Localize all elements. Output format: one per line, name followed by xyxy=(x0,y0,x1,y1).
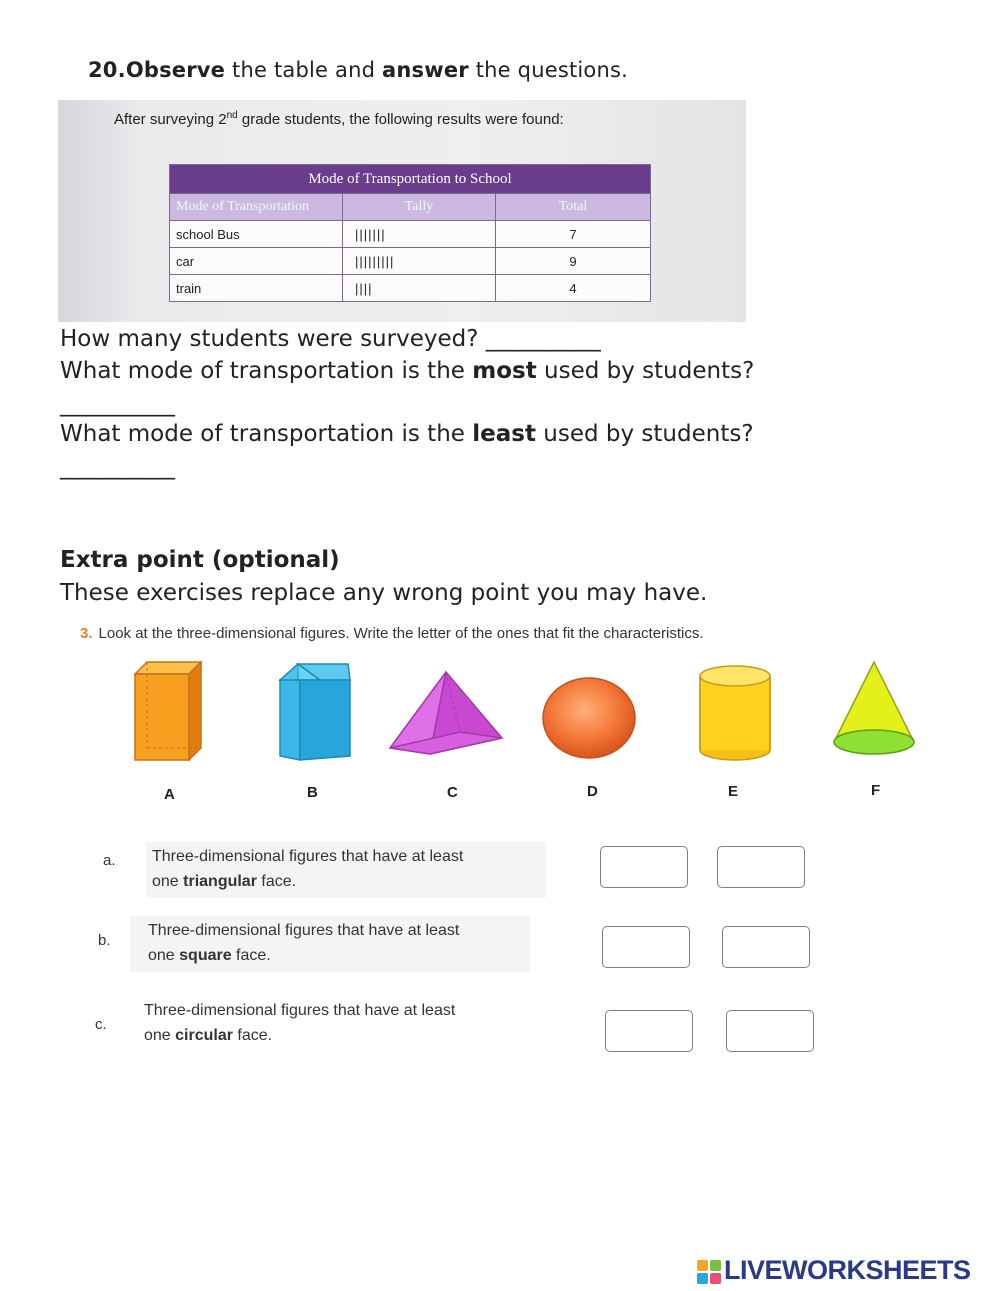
question-number: 20. xyxy=(88,58,126,82)
table-row: car ||||||||| 9 xyxy=(170,248,651,275)
transportation-table xyxy=(169,164,651,302)
cylinder-figure xyxy=(696,664,774,764)
item-text: Three-dimensional figures that have at least one triangular face. xyxy=(152,848,464,890)
answer-box[interactable] xyxy=(605,1010,693,1052)
figure-label-a: A xyxy=(164,786,175,803)
table-row: school Bus ||||||| 7 xyxy=(170,221,651,248)
item-letter: b. xyxy=(98,932,111,949)
square-pyramid-figure xyxy=(388,668,506,758)
survey-intro: After surveying 2nd grade students, the following results were found: xyxy=(114,110,564,128)
triangular-prism-figure xyxy=(276,660,356,764)
header-mode: Mode of Transportation xyxy=(170,194,343,221)
question-students-surveyed: How many students were surveyed? __________ xyxy=(60,326,601,352)
answer-box[interactable] xyxy=(602,926,690,968)
item-letter: c. xyxy=(95,1016,107,1033)
header-total: Total xyxy=(496,194,651,221)
answer-box[interactable] xyxy=(722,926,810,968)
figure-label-c: C xyxy=(447,784,458,801)
answer-box[interactable] xyxy=(600,846,688,888)
sphere-figure xyxy=(540,676,638,760)
item-text: Three-dimensional figures that have at least one circular face. xyxy=(144,1002,456,1044)
answer-blank-least[interactable]: __________ xyxy=(60,454,175,480)
extra-point-title: Extra point (optional) xyxy=(60,547,340,573)
question-20-heading: 20.Observe the table and answer the questions. xyxy=(88,58,629,82)
liveworksheets-logo-icon xyxy=(697,1260,721,1284)
rectangular-prism-figure xyxy=(133,660,213,764)
item-letter: a. xyxy=(103,852,116,869)
table-title: Mode of Transportation to School xyxy=(170,165,651,194)
figure-label-f: F xyxy=(871,782,881,799)
question-most-used: What mode of transportation is the most used by students? xyxy=(60,358,755,384)
figure-label-d: D xyxy=(587,783,598,800)
liveworksheets-brand[interactable]: LIVEWORKSHEETS xyxy=(724,1255,971,1285)
item-text: Three-dimensional figures that have at least one square face. xyxy=(148,922,460,964)
figure-label-b: B xyxy=(307,784,318,801)
question-least-used: What mode of transportation is the least used by students? xyxy=(60,421,754,447)
figure-label-e: E xyxy=(728,783,739,800)
extra-point-note: These exercises replace any wrong point you may have. xyxy=(60,580,708,606)
exercise-3-instruction: 3. Look at the three-dimensional figures. Write the letter of the ones that fit the characteristics. xyxy=(80,625,704,642)
cone-figure xyxy=(830,660,920,764)
answer-blank-most[interactable]: __________ xyxy=(60,391,175,417)
table-row: train |||| 4 xyxy=(170,275,651,302)
header-tally: Tally xyxy=(343,194,496,221)
answer-box[interactable] xyxy=(726,1010,814,1052)
answer-box[interactable] xyxy=(717,846,805,888)
